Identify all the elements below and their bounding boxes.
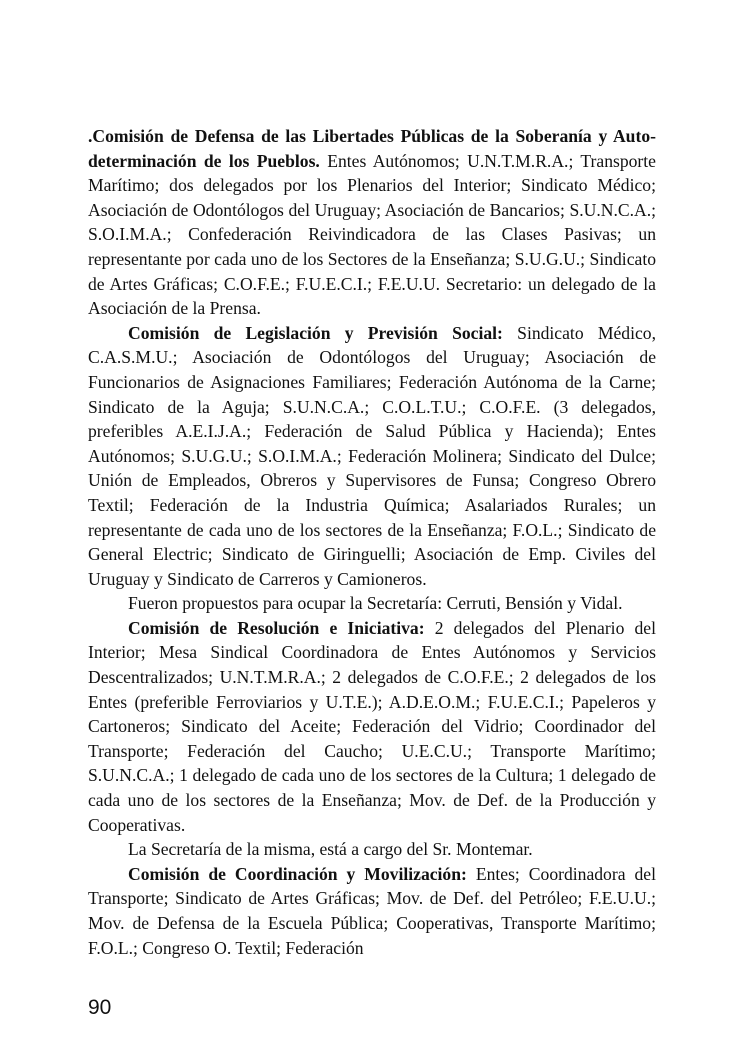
heading-comision-coordinacion: Comisión de Coordinación y Movilización:	[128, 863, 467, 884]
body-secretaria-montemar: La Secretaría de la misma, está a cargo del Sr. Montemar.	[128, 839, 533, 860]
paragraph-secretaria-montemar	[88, 837, 656, 862]
heading-comision-defensa: .Comisión de Defensa de las Libertades Públicas de la Soberanía y Auto-determinación de los Pueblos.	[88, 126, 656, 171]
heading-comision-resolucion: Comisión de Resolución e Iniciativa:	[128, 617, 425, 638]
body-text	[88, 124, 656, 960]
heading-comision-legislacion: Comisión de Legislación y Previsión Social:	[128, 322, 503, 343]
body-comision-defensa: Entes Autónomos; U.N.T.M.R.A.; Transporte Marítimo; dos delegados por los Plenarios del Interior; Sindicato Médico; Asociación de Odontólogos del Uruguay; Asociación de Bancarios; S.U.N.C.A.; S.O.I.M.A.; Confederación Reivindicadora de las Clases Pasivas; un representante por cada uno de los Sectores de la Enseñanza; S.U.G.U.; Sindicato de Artes Gráficas; C.O.F.E.; F.U.E.C.I.; F.E.U.U. Secretario: un delegado de la Asociación de la Prensa.	[88, 150, 656, 319]
paragraph-secretaria-propuestos	[88, 591, 656, 616]
body-comision-legislacion: Sindicato Médico, C.A.S.M.U.; Asociación de Odontólogos del Uruguay; Asociación de Funcionarios de Asignaciones Familiares; Federación Autónoma de la Carne; Sindicato de la Aguja; S.U.N.C.A.; C.O.L.T.U.; C.O.F.E. (3 delegados, preferibles A.E.I.J.A.; Federación de Salud Pública y Hacienda); Entes Autónomos; S.U.G.U.; S.O.I.M.A.; Federación Molinera; Sindicato del Dulce; Unión de Empleados, Obreros y Supervisores de Funsa; Congreso Obrero Textil; Federación de la Industria Química; Asalariados Rurales; un representante de cada uno de los sectores de la Enseñanza; F.O.L.; Sindicato de General Electric; Sindicato de Giringuelli; Asociación de Emp. Civiles del Uruguay y Sindicato de Carreros y Camioneros.	[88, 322, 656, 589]
page-number: 90	[88, 996, 112, 1019]
paragraph-comision-resolucion	[88, 616, 656, 837]
body-comision-resolucion: 2 delegados del Plenario del Interior; Mesa Sindical Coordinadora de Entes Autónomos y Servicios Descentralizados; U.N.T.M.R.A.; 2 delegados de C.O.F.E.; 2 delegados de los Entes (preferible Ferroviarios y U.T.E.); A.D.E.O.M.; F.U.E.C.I.; Papeleros y Cartoneros; Sindicato del Aceite; Federación del Vidrio; Coordinador del Transporte; Federación del Caucho; U.E.C.U.; Transporte Marítimo; S.U.N.C.A.; 1 delegado de cada uno de los sectores de la Cultura; 1 delegado de cada uno de los sectores de la Enseñanza; Mov. de Def. de la Producción y Cooperativas.	[88, 617, 656, 835]
paragraph-comision-defensa	[88, 124, 656, 321]
body-comision-coordinacion: Entes; Coordinadora del Transporte; Sindicato de Artes Gráficas; Mov. de Def. del Petróleo; F.E.U.U.; Mov. de Defensa de la Escuela Pública; Cooperativas, Transporte Marítimo; F.O.L.; Congreso O. Textil; Federación	[88, 863, 656, 958]
body-secretaria-propuestos: Fueron propuestos para ocupar la Secretaría: Cerruti, Bensión y Vidal.	[128, 593, 623, 614]
paragraph-comision-coordinacion	[88, 862, 656, 960]
paragraph-comision-legislacion	[88, 321, 656, 592]
